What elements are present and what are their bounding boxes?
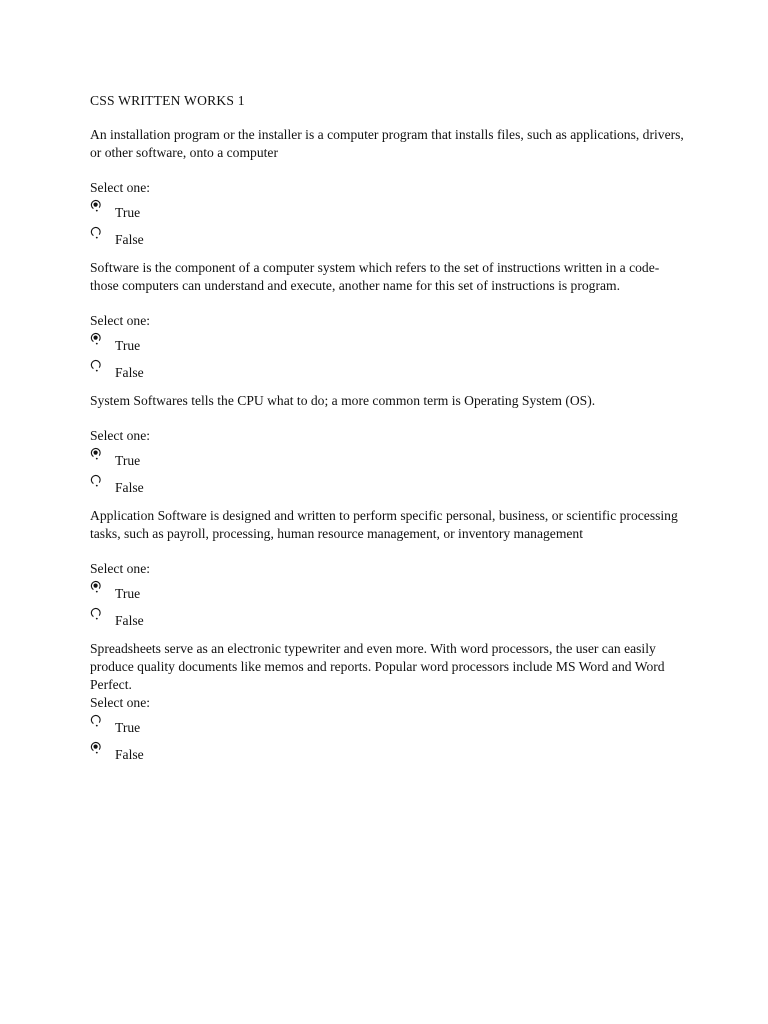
question-text: System Softwares tells the CPU what to do; a more common term is Operating System (OS). bbox=[90, 393, 596, 408]
radio-selected-icon[interactable] bbox=[90, 580, 102, 594]
option-true[interactable] bbox=[90, 712, 690, 739]
radio-ring bbox=[91, 608, 100, 616]
option-false[interactable] bbox=[90, 605, 690, 632]
document-page bbox=[90, 92, 690, 774]
radio-unselected-icon[interactable] bbox=[90, 226, 102, 240]
radio-ring bbox=[91, 227, 100, 235]
question-1 bbox=[90, 126, 690, 251]
radio-dot bbox=[94, 451, 98, 455]
answer-options bbox=[90, 330, 690, 384]
question-3 bbox=[90, 392, 690, 499]
select-one-label: Select one: bbox=[90, 695, 151, 710]
select-one-label: Select one: bbox=[90, 561, 151, 576]
radio-ring bbox=[91, 360, 100, 368]
radio-tick bbox=[96, 752, 98, 754]
radio-dot bbox=[94, 745, 98, 749]
radio-dot bbox=[94, 203, 98, 207]
answer-options bbox=[90, 445, 690, 499]
radio-tick bbox=[96, 458, 98, 460]
radio-tick bbox=[96, 343, 98, 345]
option-label: False bbox=[115, 613, 144, 628]
option-false[interactable] bbox=[90, 472, 690, 499]
radio-dot bbox=[94, 336, 98, 340]
option-false[interactable] bbox=[90, 357, 690, 384]
answer-options bbox=[90, 578, 690, 632]
answer-options bbox=[90, 197, 690, 251]
option-label: False bbox=[115, 365, 144, 380]
question-text: Spreadsheets serve as an electronic typewriter and even more. With word processors, the user can easily produce quality documents like memos and reports. Popular word processors include MS Word and Word Perfect. bbox=[90, 641, 665, 692]
radio-dot bbox=[94, 584, 98, 588]
question-5 bbox=[90, 640, 690, 766]
option-label: False bbox=[115, 480, 144, 495]
option-false[interactable] bbox=[90, 739, 690, 766]
radio-unselected-icon[interactable] bbox=[90, 714, 102, 728]
question-text: Software is the component of a computer system which refers to the set of instructions written in a code-those computers can understand and execute, another name for this set of instructions is program. bbox=[90, 260, 660, 293]
select-one-label: Select one: bbox=[90, 313, 151, 328]
radio-unselected-icon[interactable] bbox=[90, 474, 102, 488]
radio-tick bbox=[96, 591, 98, 593]
question-4 bbox=[90, 507, 690, 632]
option-label: True bbox=[115, 338, 141, 353]
radio-tick bbox=[96, 370, 98, 372]
question-text: An installation program or the installer is a computer program that installs files, such as applications, drivers, or other software, onto a computer bbox=[90, 127, 684, 160]
radio-selected-icon[interactable] bbox=[90, 332, 102, 346]
option-false[interactable] bbox=[90, 224, 690, 251]
option-true[interactable] bbox=[90, 330, 690, 357]
select-one-label: Select one: bbox=[90, 180, 151, 195]
radio-tick bbox=[96, 725, 98, 727]
select-one-label: Select one: bbox=[90, 428, 151, 443]
radio-tick bbox=[96, 618, 98, 620]
radio-selected-icon[interactable] bbox=[90, 199, 102, 213]
option-label: True bbox=[115, 205, 141, 220]
option-label: True bbox=[115, 586, 141, 601]
radio-unselected-icon[interactable] bbox=[90, 607, 102, 621]
radio-ring bbox=[91, 715, 100, 723]
question-2 bbox=[90, 259, 690, 384]
radio-tick bbox=[96, 210, 98, 212]
radio-selected-icon[interactable] bbox=[90, 741, 102, 755]
document-title: CSS WRITTEN WORKS 1 bbox=[90, 93, 245, 108]
option-label: False bbox=[115, 747, 144, 762]
radio-tick bbox=[96, 237, 98, 239]
option-label: False bbox=[115, 232, 144, 247]
option-label: True bbox=[115, 453, 141, 468]
option-true[interactable] bbox=[90, 578, 690, 605]
radio-tick bbox=[96, 485, 98, 487]
radio-selected-icon[interactable] bbox=[90, 447, 102, 461]
answer-options bbox=[90, 712, 690, 766]
question-text: Application Software is designed and written to perform specific personal, business, or scientific processing tasks, such as payroll, processing, human resource management, or inventory management bbox=[90, 508, 678, 541]
radio-ring bbox=[91, 475, 100, 483]
option-true[interactable] bbox=[90, 445, 690, 472]
option-label: True bbox=[115, 720, 141, 735]
radio-unselected-icon[interactable] bbox=[90, 359, 102, 373]
option-true[interactable] bbox=[90, 197, 690, 224]
